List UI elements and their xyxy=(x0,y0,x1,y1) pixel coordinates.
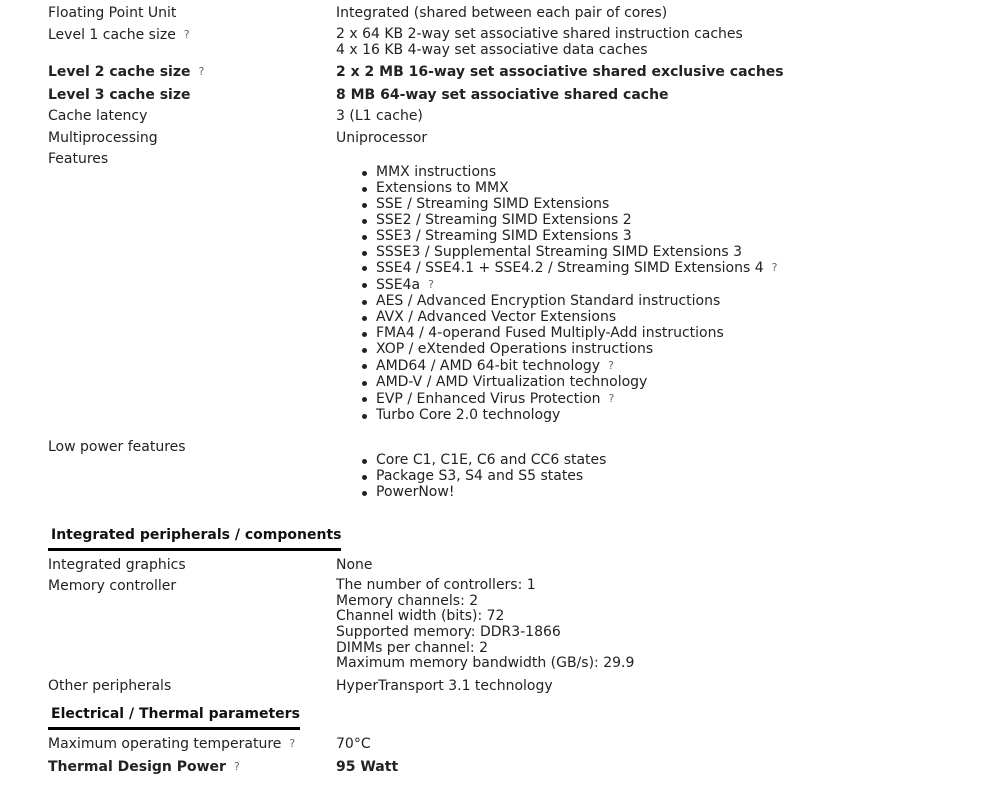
spec-value: 70°C xyxy=(336,736,371,752)
feature-item-text: Extensions to MMX xyxy=(376,179,509,196)
spec-label: Memory controller xyxy=(48,578,177,594)
feature-item-text: AMD-V / AMD Virtualization technology xyxy=(376,373,648,390)
spec-label: Level 2 cache size xyxy=(48,64,191,80)
spec-value: 3 (L1 cache) xyxy=(336,108,423,124)
spec-label: Maximum operating temperature xyxy=(48,736,282,752)
feature-item xyxy=(376,294,777,310)
section-heading-peripherals: Integrated peripherals / components xyxy=(48,525,341,551)
feature-item-text: Turbo Core 2.0 technology xyxy=(376,406,561,423)
features-list xyxy=(376,165,777,424)
feature-item xyxy=(376,197,777,213)
spec-label-wrap xyxy=(48,757,240,777)
help-icon[interactable]: ? xyxy=(198,65,205,78)
section-heading-electrical: Electrical / Thermal parameters xyxy=(48,704,300,730)
spec-label: Integrated graphics xyxy=(48,557,186,573)
feature-item-text: SSE4 / SSE4.1 + SSE4.2 / Streaming SIMD Extensions 4 xyxy=(376,260,764,277)
feature-item-text: SSE / Streaming SIMD Extensions xyxy=(376,195,610,212)
spec-label: Level 3 cache size xyxy=(48,87,191,103)
memory-detail-line: DIMMs per channel: 2 xyxy=(336,639,488,656)
low-power-features-list xyxy=(376,453,606,501)
memory-controller-details xyxy=(336,578,634,672)
spec-value: Integrated (shared between each pair of cores) xyxy=(336,5,668,21)
spec-label: Other peripherals xyxy=(48,678,172,694)
feature-item-text: Core C1, C1E, C6 and CC6 states xyxy=(376,452,607,468)
feature-item xyxy=(376,277,777,294)
feature-item-text: PowerNow! xyxy=(376,483,455,500)
spec-label: Low power features xyxy=(48,439,186,455)
spec-label: Thermal Design Power xyxy=(48,759,226,775)
feature-item xyxy=(376,245,777,261)
feature-item xyxy=(376,453,606,469)
feature-item-text: FMA4 / 4-operand Fused Multiply-Add instructions xyxy=(376,325,724,342)
help-icon[interactable]: ? xyxy=(771,261,778,275)
feature-item xyxy=(376,358,777,375)
feature-item-text: AES / Advanced Encryption Standard instructions xyxy=(376,293,721,310)
memory-detail-line: Supported memory: DDR3-1866 xyxy=(336,624,561,641)
spec-label: Level 1 cache size xyxy=(48,27,176,43)
spec-value-multiline xyxy=(336,27,743,58)
spec-label-wrap xyxy=(48,62,204,82)
feature-item xyxy=(376,165,777,181)
spec-value: Uniprocessor xyxy=(336,130,428,146)
feature-item-text: MMX instructions xyxy=(376,164,497,180)
spec-value: None xyxy=(336,557,373,573)
feature-item xyxy=(376,310,777,326)
feature-item xyxy=(376,375,777,391)
memory-detail-line: Maximum memory bandwidth (GB/s): 29.9 xyxy=(336,655,635,672)
feature-item-text: AVX / Advanced Vector Extensions xyxy=(376,309,617,326)
feature-item-text: SSE3 / Streaming SIMD Extensions 3 xyxy=(376,227,632,244)
feature-item xyxy=(376,181,777,197)
feature-item xyxy=(376,260,777,277)
spec-label: Multiprocessing xyxy=(48,130,158,146)
feature-item xyxy=(376,326,777,342)
help-icon[interactable]: ? xyxy=(428,278,434,292)
feature-item-text: AMD64 / AMD 64-bit technology xyxy=(376,357,601,374)
feature-item-text: XOP / eXtended Operations instructions xyxy=(376,340,654,357)
spec-label-wrap xyxy=(48,25,190,45)
spec-value: 8 MB 64-way set associative shared cache xyxy=(336,87,669,103)
feature-item xyxy=(376,213,777,229)
help-icon[interactable]: ? xyxy=(608,391,615,405)
feature-item-text: SSE2 / Streaming SIMD Extensions 2 xyxy=(376,211,632,228)
spec-value: 95 Watt xyxy=(336,759,399,775)
feature-item xyxy=(376,229,777,245)
help-icon[interactable]: ? xyxy=(183,28,190,41)
memory-detail-line: Memory channels: 2 xyxy=(336,592,479,609)
feature-item xyxy=(376,391,777,408)
feature-item-text: SSSE3 / Supplemental Streaming SIMD Extensions 3 xyxy=(376,243,743,260)
spec-label: Floating Point Unit xyxy=(48,5,177,21)
spec-value-line: 2 x 64 KB 2-way set associative shared instruction caches xyxy=(336,26,743,42)
feature-item-text: EVP / Enhanced Virus Protection xyxy=(376,390,601,407)
feature-item-text: SSE4a xyxy=(376,277,421,294)
feature-item xyxy=(376,342,777,358)
feature-item xyxy=(376,469,606,485)
feature-item xyxy=(376,485,606,501)
spec-value: HyperTransport 3.1 technology xyxy=(336,678,553,694)
spec-label-wrap xyxy=(48,734,295,754)
spec-label: Features xyxy=(48,151,109,167)
spec-value: 2 x 2 MB 16-way set associative shared exclusive caches xyxy=(336,64,784,80)
feature-item xyxy=(376,408,777,424)
spec-label: Cache latency xyxy=(48,108,148,124)
help-icon[interactable]: ? xyxy=(233,760,240,773)
help-icon[interactable]: ? xyxy=(289,737,296,750)
spec-value-line: 4 x 16 KB 4-way set associative data caches xyxy=(336,41,648,58)
help-icon[interactable]: ? xyxy=(608,358,614,372)
memory-detail-line: Channel width (bits): 72 xyxy=(336,608,505,625)
memory-detail-line: The number of controllers: 1 xyxy=(336,577,536,593)
feature-item-text: Package S3, S4 and S5 states xyxy=(376,467,584,484)
